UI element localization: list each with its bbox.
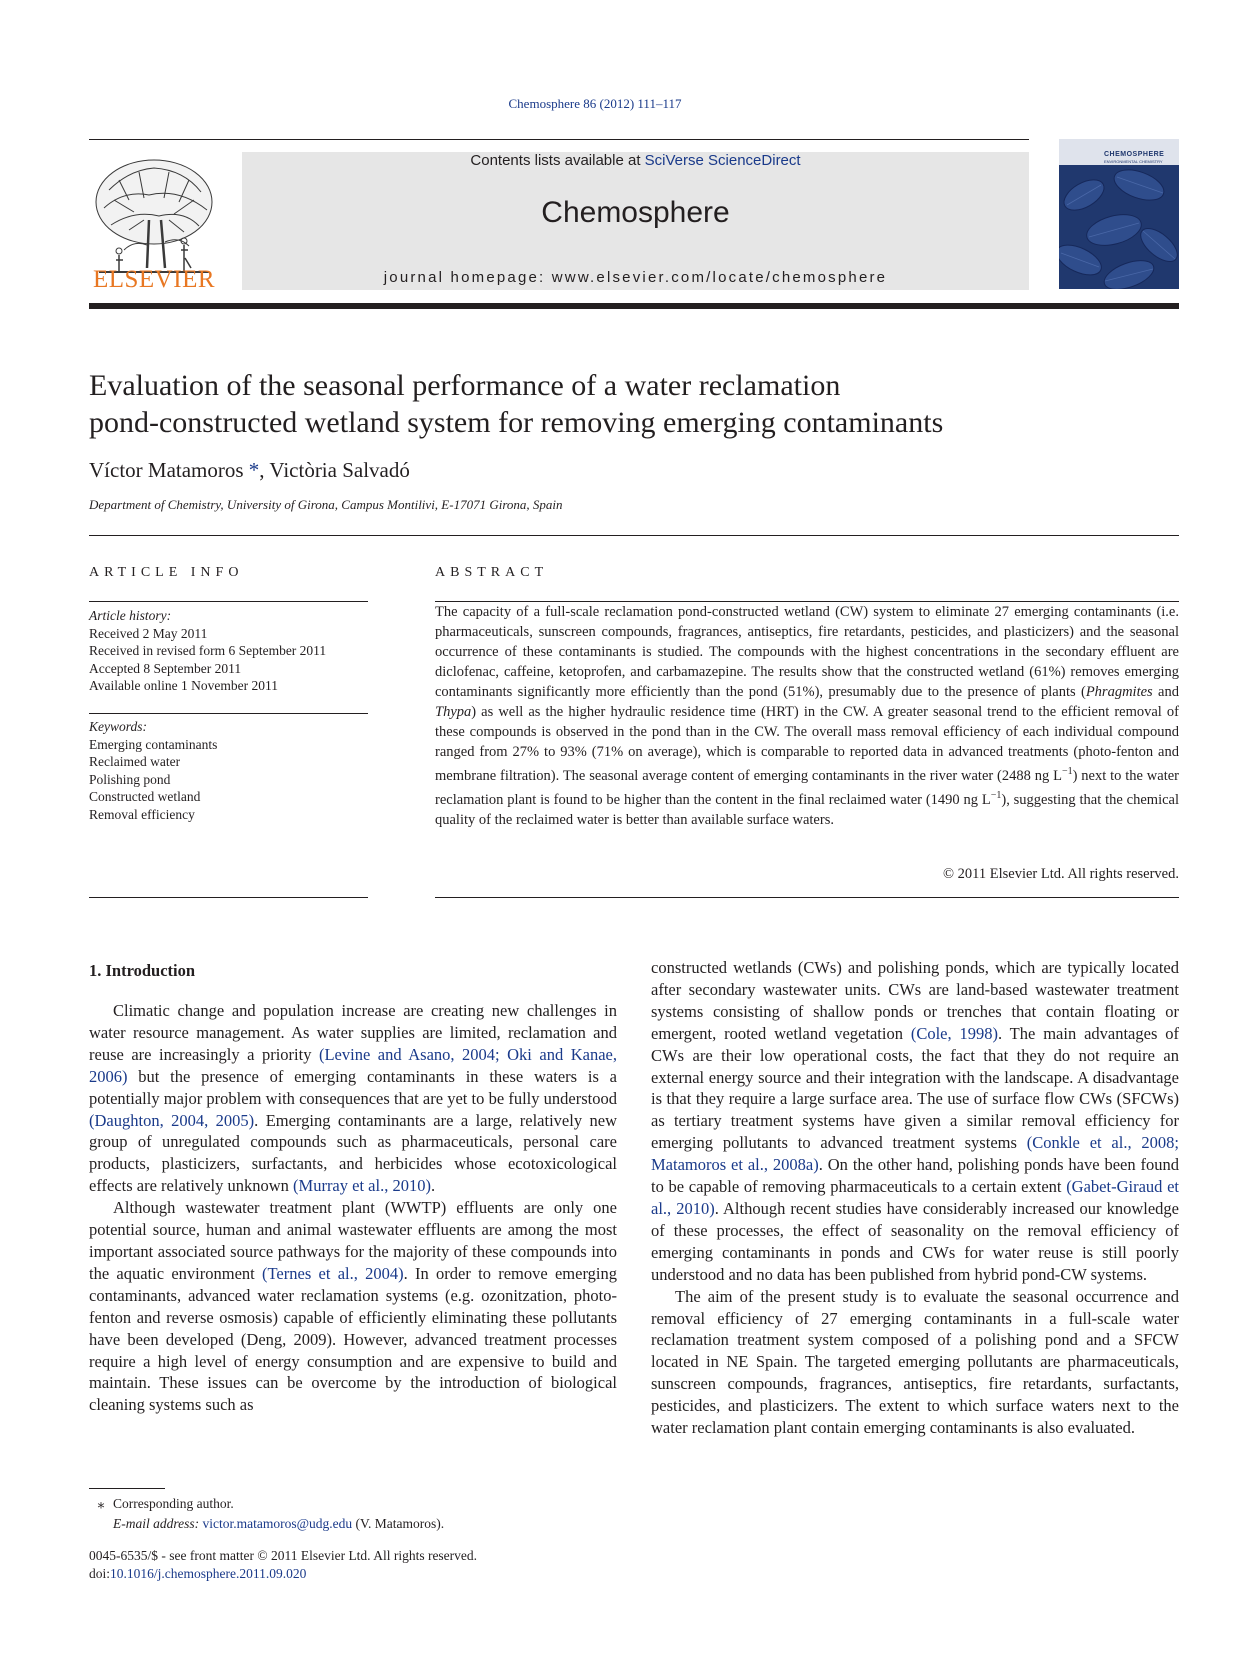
email-suffix: (V. Matamoros). xyxy=(352,1516,445,1531)
keyword-item: Reclaimed water xyxy=(89,754,181,769)
sciencedirect-link[interactable]: SciVerse ScienceDirect xyxy=(644,152,801,169)
history-online: Available online 1 November 2011 xyxy=(89,678,278,693)
citation-link[interactable]: (Gabet-Giraud et al., 2010) xyxy=(651,1177,1179,1218)
abstract-part: ), suggesting that the chemical quality of the reclaimed water is better than available surface waters. xyxy=(435,791,1179,828)
citation-link[interactable]: (Cole, 1998) xyxy=(910,1023,998,1043)
abstract-part: ) next to the water reclamation plant is found to be higher than the content in the final reclaimed water (1490 ng L xyxy=(435,767,1179,808)
author-1[interactable]: Víctor Matamoros xyxy=(89,458,244,482)
abstract-species: Phragmites xyxy=(1085,684,1153,700)
body-column-left xyxy=(89,1000,617,1416)
citation-link[interactable]: (Daughton, 2004, 2005) xyxy=(89,1110,255,1130)
keywords xyxy=(89,718,379,823)
citation-link[interactable]: (Levine and Asano, 2004; Oki and Kanae, 2006) xyxy=(89,1044,617,1086)
abstract-part: and xyxy=(1152,684,1179,700)
keyword-item: Constructed wetland xyxy=(89,789,201,804)
keywords-rule xyxy=(89,713,368,714)
intro-paragraph-2 xyxy=(89,1197,617,1416)
contents-prefix: Contents lists available at xyxy=(470,152,645,169)
text-span: Climatic change and population increase are creating new challenges in water resource management. As water supplies are limited, reclamation and reuse are increasingly a priority xyxy=(89,1001,617,1064)
article-info-heading: ARTICLE INFO xyxy=(89,565,244,580)
introduction-heading: 1. Introduction xyxy=(89,961,196,980)
text-span: . In order to remove emerging contaminants, advanced water reclamation systems (e.g. ozonitzation, photo-fenton and reverse osmosis) capable of efficiently eliminating these pollutants have been developed (Deng, 2009). However, advanced treatment processes require a high level of energy consumption and are expensive to build and maintain. These issues can be overcome by the introduction of biological cleaning systems such as xyxy=(89,1263,617,1415)
keywords-label: Keywords: xyxy=(89,719,147,734)
affiliation: Department of Chemistry, University of Girona, Campus Montilivi, E-17071 Girona, Spain xyxy=(89,497,563,512)
abstract-text xyxy=(435,602,1179,830)
doi-line xyxy=(89,1565,306,1583)
email-label: E-mail address: xyxy=(113,1516,203,1531)
text-span: Although wastewater treatment plant (WWTP) effluents are only one potential source, human and animal wastewater effluents are among the most important associated source pathways for the majority of these compounds into the aquatic environment xyxy=(89,1198,617,1283)
keyword-item: Polishing pond xyxy=(89,771,171,787)
author-separator: , xyxy=(259,458,270,482)
article-title xyxy=(89,367,1089,441)
keyword-item: Removal efficiency xyxy=(89,806,195,822)
citation-link[interactable]: (Conkle et al., 2008; Matamoros et al., 2008a) xyxy=(651,1133,1179,1175)
text-span: constructed wetlands (CWs) and polishing ponds, which are typically located after secondary wastewater units. CWs are land-based wastewater treatment systems consisting of shallow ponds or trenches that contain floating or emergent, rooted wetland vegetation xyxy=(651,958,1179,1043)
author-list xyxy=(89,458,410,483)
history-revised: Received in revised form 6 September 2011 xyxy=(89,643,327,658)
abstract-superscript: −1 xyxy=(1061,766,1073,777)
journal-homepage[interactable]: journal homepage: www.elsevier.com/locate/chemosphere xyxy=(383,269,888,286)
article-info-rule xyxy=(89,601,368,602)
journal-citation[interactable]: Chemosphere 86 (2012) 111–117 xyxy=(508,96,682,111)
abstract-bottom-rule xyxy=(435,897,1179,898)
footnote-email xyxy=(113,1514,444,1533)
article-info-bottom-rule xyxy=(89,897,368,898)
article-history xyxy=(89,607,379,695)
article-title-line-1: Evaluation of the seasonal performance of a water reclamation xyxy=(89,369,841,402)
text-span: . Although recent studies have considerably increased our knowledge of these processes, the effect of seasonality on the removal efficiency of emerging contaminants in ponds and CWs for water reuse is still poorly understood and no data has been published from hybrid pond-CW systems. xyxy=(651,1198,1179,1284)
citation-link[interactable]: (Ternes et al., 2004) xyxy=(262,1263,404,1283)
elsevier-logo-text: ELSEVIER xyxy=(92,266,216,293)
cover-subtitle: ENVIRONMENTAL CHEMISTRY xyxy=(1104,159,1163,164)
author-2[interactable]: Victòria Salvadó xyxy=(269,458,410,482)
history-accepted: Accepted 8 September 2011 xyxy=(89,660,242,676)
author-email-link[interactable]: victor.matamoros@udg.edu xyxy=(202,1516,353,1531)
footnote-corresponding-text: Corresponding author. xyxy=(113,1496,234,1511)
cover-title: CHEMOSPHERE xyxy=(1104,151,1165,158)
contents-lists-line xyxy=(242,152,1029,169)
abstract-heading: ABSTRACT xyxy=(435,565,549,580)
body-column-right xyxy=(651,957,1179,1439)
title-rule xyxy=(89,535,1179,536)
footnote-corresponding xyxy=(89,1494,234,1513)
text-span: . xyxy=(430,1176,436,1196)
text-span: . The main advantages of CWs are their low operational costs, the fact that they do not require an external energy source and their integration with the landscape. A disadvantage is that they require a large surface area. The use of surface flow CWs (SFCWs) as tertiary treatment systems have given a similar removal efficiency for emerging pollutants to advanced treatment systems xyxy=(651,1023,1179,1153)
header-top-rule xyxy=(89,139,1029,140)
abstract-copyright: © 2011 Elsevier Ltd. All rights reserved. xyxy=(943,866,1179,882)
history-received: Received 2 May 2011 xyxy=(89,625,208,641)
journal-cover-image[interactable] xyxy=(1059,139,1179,289)
text-span: . Emerging contaminants are a large, relatively new group of unregulated compounds such as pharmaceuticals, personal care products, plasticizers, surfactants, and herbicides whose ecotoxicological effects are relatively unknown xyxy=(89,1110,617,1196)
intro-paragraph-3: The aim of the present study is to evaluate the seasonal occurrence and removal efficiency of 27 emerging contaminants in a full-scale water reclamation treatment system composed of a polishing pond and a SFCW located in NE Spain. The targeted emerging pollutants are pharmaceuticals, sunscreen compounds, fragrances, antiseptics, fire retardants, surfactants, pesticides, and plasticizers. The extent to which surface waters next to the water reclamation plant contain emerging contaminants is also evaluated. xyxy=(651,1286,1179,1438)
journal-name: Chemosphere xyxy=(541,196,730,229)
abstract-superscript: −1 xyxy=(990,789,1002,801)
leaf-pattern-icon xyxy=(1059,165,1179,289)
corresponding-author-mark[interactable]: * xyxy=(248,458,260,482)
history-label: Article history: xyxy=(89,608,172,623)
abstract-part: The capacity of a full-scale reclamation pond-constructed wetland (CW) system to eliminate 27 emerging contaminants (i.e. pharmaceuticals, sunscreen compounds, fragrances, antiseptics, fire retardants, pesticides, and plasticizers) and the seasonal occurrence of these contaminants is studied. The compounds with the highest concentrations in the secondary effluent are diclofenac, caffeine, ketoprofen, and carbamazepine. The results show that the constructed wetland (61%) removes emerging contaminants significantly more efficiently than the pond (51%), presumably due to the presence of plants ( xyxy=(435,604,1179,700)
citation-link[interactable]: (Murray et al., 2010) xyxy=(293,1176,431,1196)
keyword-item: Emerging contaminants xyxy=(89,736,218,752)
footnote-rule xyxy=(89,1488,165,1489)
article-title-line-2: pond-constructed wetland system for removing emerging contaminants xyxy=(89,406,944,439)
doi-link[interactable]: 10.1016/j.chemosphere.2011.09.020 xyxy=(110,1566,307,1581)
text-span: but the presence of emerging contaminants in these waters is a potentially major problem with consequences that are yet to be fully understood xyxy=(89,1066,617,1108)
intro-paragraph-1 xyxy=(89,1000,617,1197)
intro-paragraph-2-continued xyxy=(651,957,1179,1286)
header-bottom-rule xyxy=(89,303,1179,309)
text-span: . On the other hand, polishing ponds have been found to be capable of removing pharmaceuticals to a certain extent xyxy=(651,1155,1179,1197)
abstract-species: Thypa xyxy=(435,704,472,720)
footnote-mark: ⁎ xyxy=(97,1496,105,1511)
issn-line: 0045-6535/$ - see front matter © 2011 Elsevier Ltd. All rights reserved. xyxy=(89,1548,478,1563)
doi-prefix: doi: xyxy=(89,1566,111,1581)
abstract-part: ) as well as the higher hydraulic residence time (HRT) in the CW. A greater seasonal trend to the efficient removal of these compounds is observed in the pond than in the CW. The overall mass removal efficiency of each individual compound ranged from 27% to 93% (71% on average), which is comparable to reported data in advanced treatments (photo-fenton and membrane filtration). The seasonal average content of emerging contaminants in the river water (2488 ng L xyxy=(435,704,1179,784)
